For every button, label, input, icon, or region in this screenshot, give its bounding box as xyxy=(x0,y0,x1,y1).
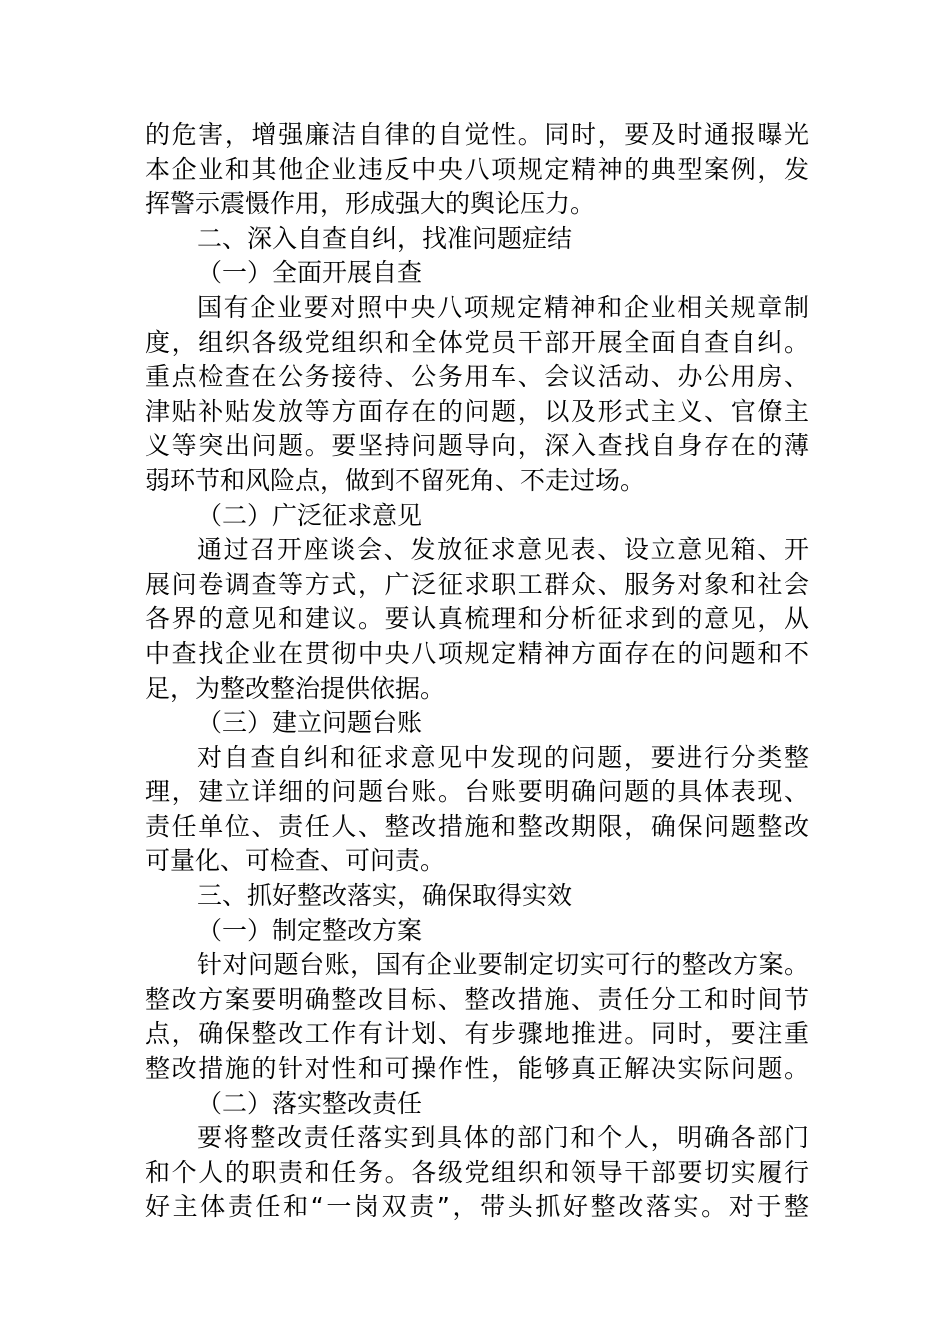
text-line: （二）广泛征求意见 xyxy=(197,500,423,530)
text-line: 针对问题台账，国有企业要制定切实可行的整改方案。 xyxy=(197,950,809,980)
text-line: （一）全面开展自查 xyxy=(197,258,423,288)
text-line: 可量化、可检查、可问责。 xyxy=(145,846,446,876)
text-line: 义等突出问题。要坚持问题导向，深入查找自身存在的薄 xyxy=(145,431,809,461)
text-line: 中查找企业在贯彻中央八项规定精神方面存在的问题和不 xyxy=(145,638,809,668)
text-line: 足，为整改整治提供依据。 xyxy=(145,673,446,703)
text-line: 国有企业要对照中央八项规定精神和企业相关规章制 xyxy=(197,292,809,322)
text-line: 对自查自纠和征求意见中发现的问题，要进行分类整 xyxy=(197,742,809,772)
text-line: 度，组织各级党组织和全体党员干部开展全面自查自纠。 xyxy=(145,327,809,357)
text-line: （二）落实整改责任 xyxy=(197,1088,423,1118)
text-line: 津贴补贴发放等方面存在的问题，以及形式主义、官僚主 xyxy=(145,396,809,426)
text-line: 挥警示震慑作用，形成强大的舆论压力。 xyxy=(145,189,596,219)
text-line: 和个人的职责和任务。各级党组织和领导干部要切实履行 xyxy=(145,1157,809,1187)
text-line: 重点检查在公务接待、公务用车、会议活动、办公用房、 xyxy=(145,362,809,392)
text-line: 整改措施的针对性和可操作性，能够真正解决实际问题。 xyxy=(145,1054,809,1084)
text-line: 整改方案要明确整改目标、整改措施、责任分工和时间节 xyxy=(145,984,809,1014)
text-line: 点，确保整改工作有计划、有步骤地推进。同时，要注重 xyxy=(145,1019,809,1049)
text-line: 各界的意见和建议。要认真梳理和分析征求到的意见，从 xyxy=(145,604,809,634)
text-line: 的危害，增强廉洁自律的自觉性。同时，要及时通报曝光 xyxy=(145,120,809,149)
document-body xyxy=(145,118,809,1225)
text-line: 本企业和其他企业违反中央八项规定精神的典型案例，发 xyxy=(145,154,809,184)
text-line: 展问卷调查等方式，广泛征求职工群众、服务对象和社会 xyxy=(145,569,809,599)
text-line: 责任单位、责任人、整改措施和整改期限，确保问题整改 xyxy=(145,811,809,841)
text-line: 通过召开座谈会、发放征求意见表、设立意见箱、开 xyxy=(197,535,809,565)
text-line: 三、抓好整改落实，确保取得实效 xyxy=(197,881,573,911)
text-line: 理，建立详细的问题台账。台账要明确问题的具体表现、 xyxy=(145,777,809,807)
text-line: 要将整改责任落实到具体的部门和个人，明确各部门 xyxy=(197,1123,809,1153)
text-line: 二、深入自查自纠，找准问题症结 xyxy=(197,223,573,253)
text-line: （一）制定整改方案 xyxy=(197,915,423,945)
text-line: 弱环节和风险点，做到不留死角、不走过场。 xyxy=(145,465,646,495)
text-line: 好主体责任和“一岗双责”，带头抓好整改落实。对于整 xyxy=(145,1192,809,1222)
text-line: （三）建立问题台账 xyxy=(197,708,423,738)
